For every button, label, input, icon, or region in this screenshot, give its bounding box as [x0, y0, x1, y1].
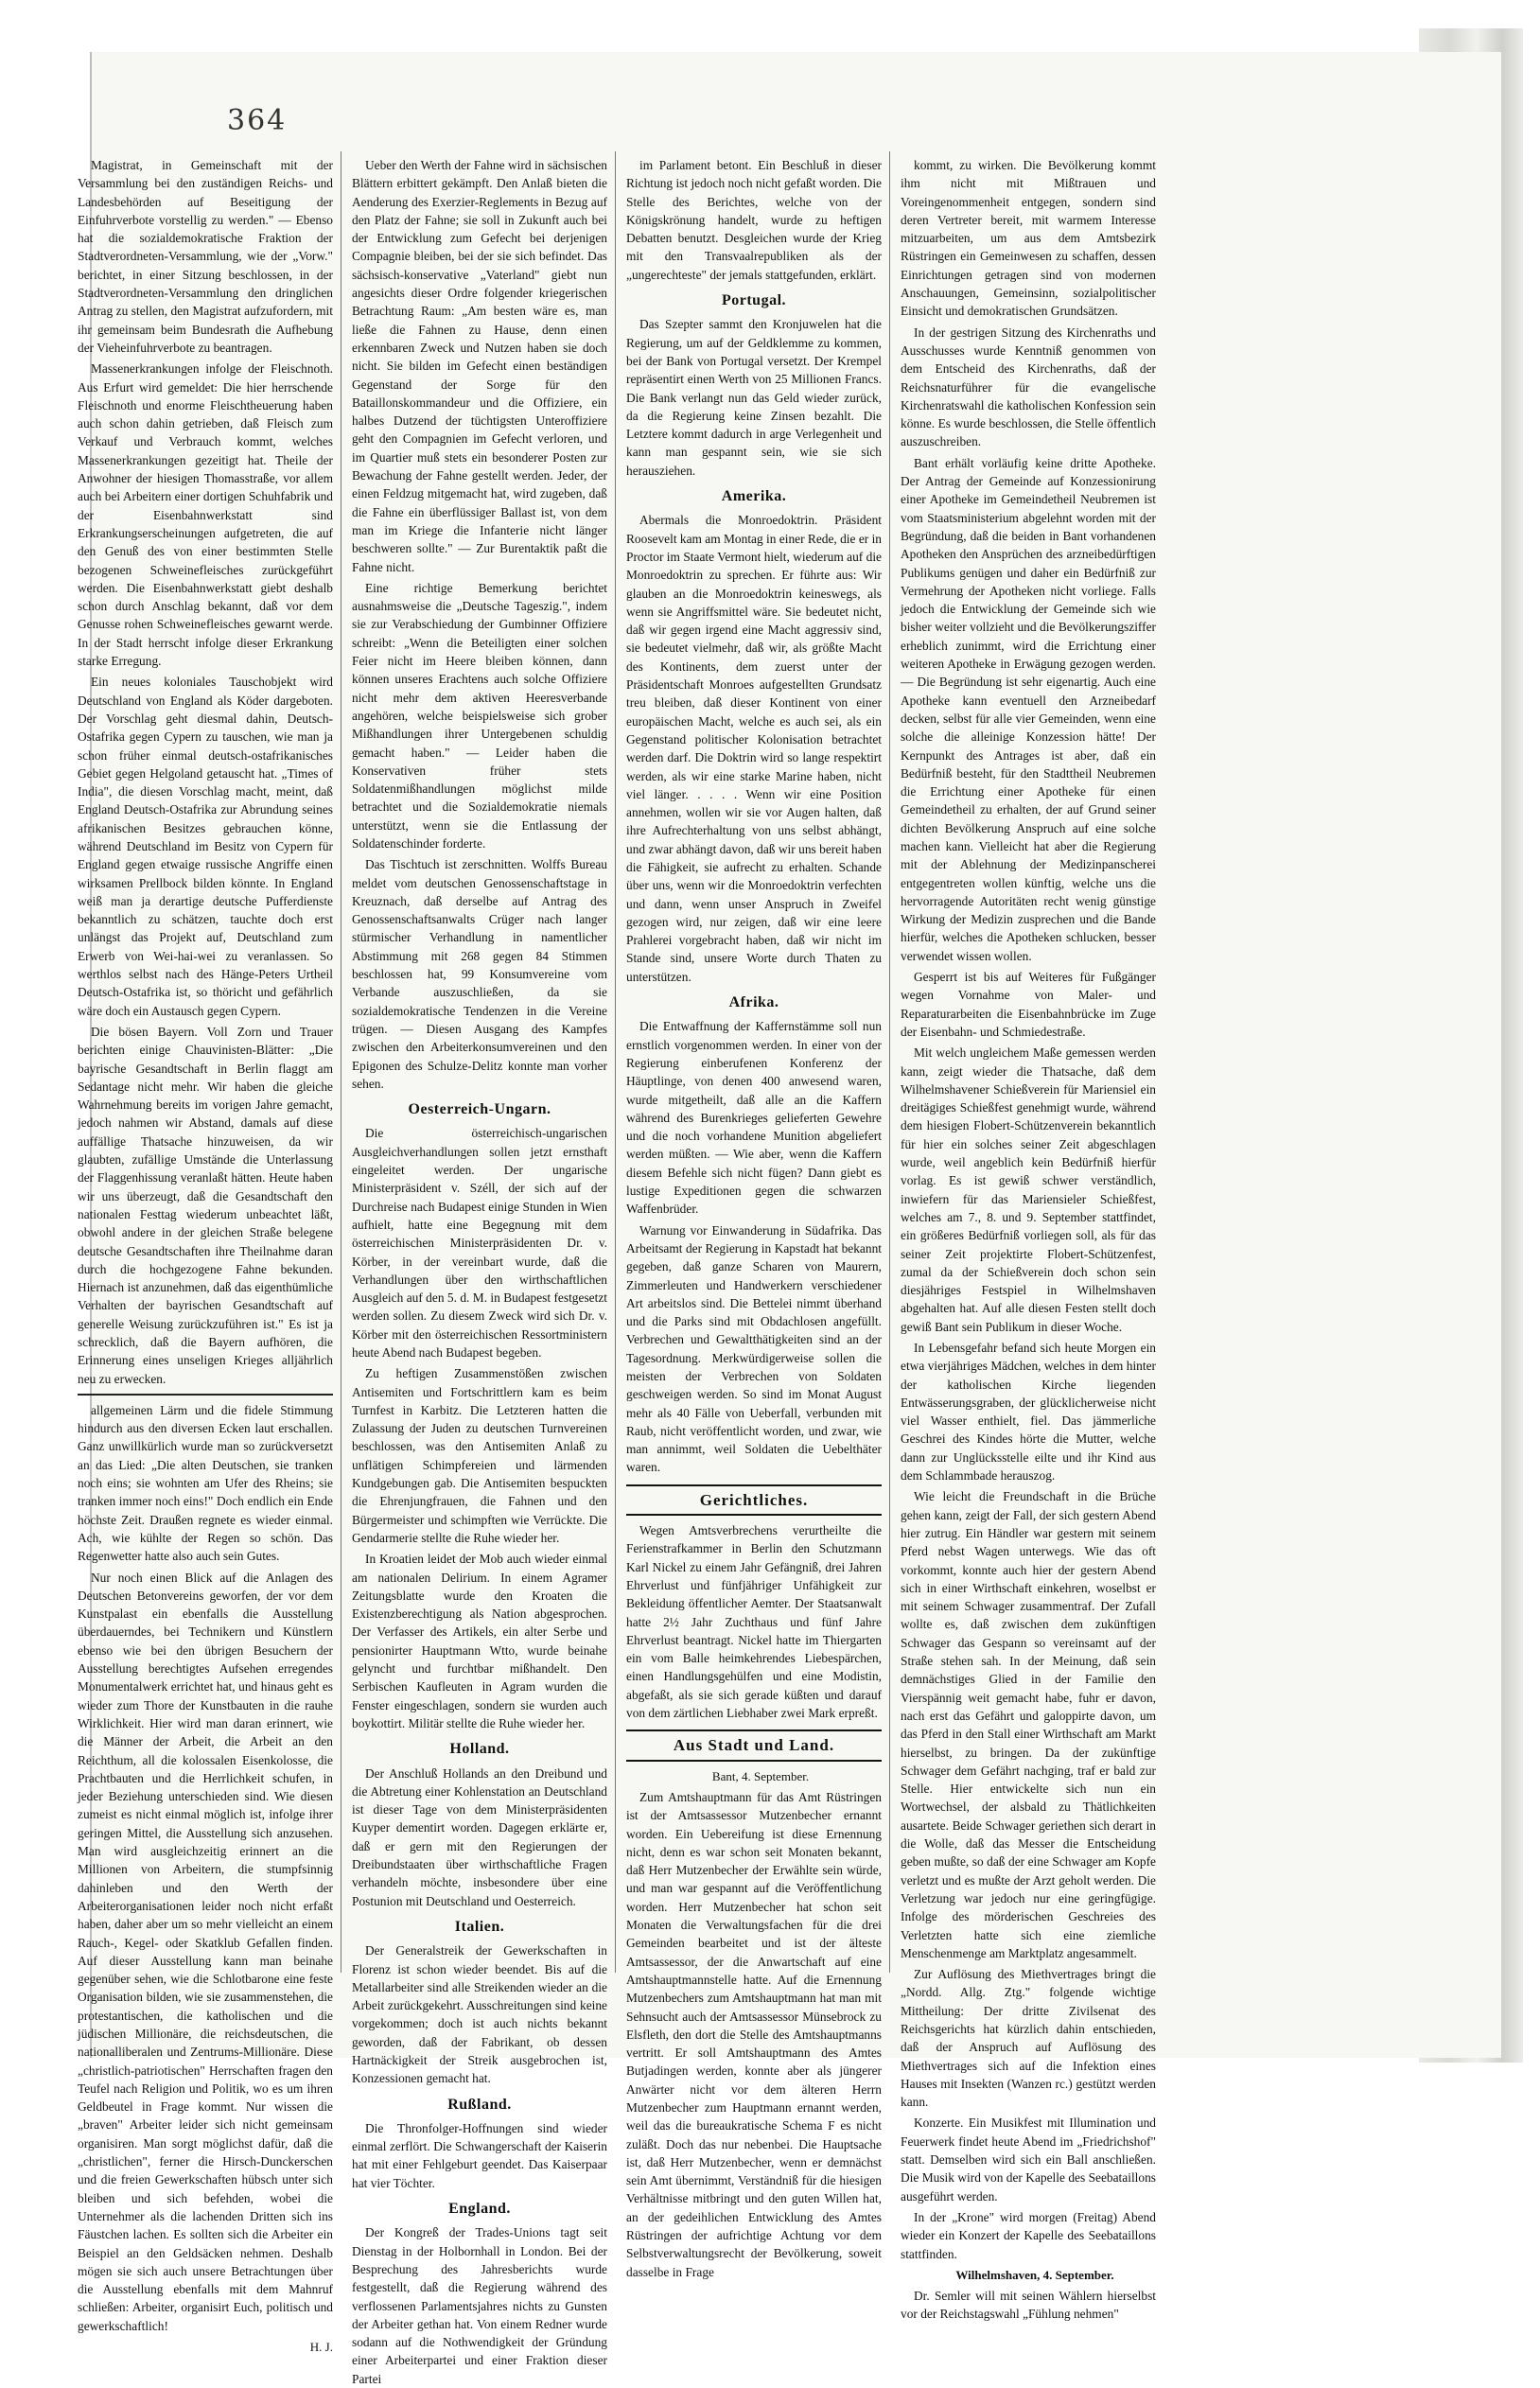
article-paragraph: Zur Auflösung des Miethvertrages bringt die „Nordd. Allg. Ztg." folgende wichtige Mittheilung: Der dritte Zivilsenat des Reichsgerichts hat kürzlich dahin entschieden, daß der Anspruch auf Auflösung des Miethvertrages sich auf die Infektion eines Hauses mit Insekten (Wanzen rc.) gestützt werden kann. [901, 1967, 1156, 2110]
article-paragraph: Die Thronfolger-Hoffnungen sind wieder einmal zerflört. Die Schwangerschaft der Kaiserin hat mit einer Fehlgeburt geendet. Das Kaiserpaar hat vier Töchter. [352, 2120, 607, 2190]
author-signature: H. J. [309, 2340, 333, 2355]
article-paragraph: In der „Krone" wird morgen (Freitag) Abend wieder ein Konzert der Kapelle des Seebataillons stattfinden. [901, 2209, 1156, 2261]
article-paragraph: Die Entwaffnung der Kaffernstämme soll nun ernstlich vorgenommen werden. In einer von der Regierung einberufenen Konferenz der Häuptlinge, von denen 400 anwesend waren, wurde mitgetheilt, daß alle an die Kaffern während des Burenkrieges gelieferten Gewehre und die noch vorhandene Munition abgeliefert werden müßten. — Wie aber, wenn die Kaffern diesem Befehle sich nicht fügen? Dann giebt es lustige Expeditionen gegen die schwarzen Waffenbrüder. [626, 1019, 882, 1217]
column-3 [626, 156, 882, 2279]
col1-paragraphs [78, 156, 333, 2356]
column-4 [901, 156, 1156, 2322]
article-paragraph: Warnung vor Einwanderung in Südafrika. Das Arbeitsamt der Regierung in Kapstadt hat bekannt gegeben, daß ganze Scharen von Maurern, Zimmerleuten und Handwerkern verschiedener Art arbeitslos sind. Die Bettelei nimmt überhand und die Parks sind mit Obdachlosen angefüllt. Verbrechen und Gewaltthätigkeiten sind an der Tagesordnung. Merkwürdigerweise sollen die meisten der Verbrechen von Soldaten geschweigen werden. So sind im Monat August mehr als 40 Fälle von Ueberfall, verbunden mit Raub, nicht veröffentlicht worden, und zwar, wie man annimmt, weil Soldaten die Uebelthäter waren. [626, 1222, 882, 1475]
article-paragraph: Massenerkrankungen infolge der Fleischnoth. Aus Erfurt wird gemeldet: Die hier herrschende Fleischnoth und enorme Fleischtheuerung haben auch schon dahin getrieben, daß Fleisch zum Verkauf und Verbrauch kommt, welches Massenerkrankungen gezeitigt hat. Theile der Anwohner der hiesigen Thomasstraße, vor allem auch bei Arbeitern einer dortigen Schuhfabrik und der Eisenbahnwerkstatt sind Erkrankungserscheinungen aufgetreten, die auf den Genuß des von einer bestimmten Stelle bezogenen Schweinefleisches zurückgeführt werden. Die Eisenbahnwerkstatt giebt deshalb schon durch Anschlag bekannt, daß vor dem Genusse rohen Schweinefleisches gewarnt werde. In der Stadt herrscht infolge dieser Erkrankung starke Erregung. [78, 361, 333, 669]
article-paragraph: Wegen Amtsverbrechens verurtheilte die Ferienstrafkammer in Berlin den Schutzmann Karl Nickel zu einem Jahr Gefängniß, drei Jahren Ehrverlust und fünfjähriger Unfähigkeit zur Bekleidung öffentlicher Aemter. Der Staatsanwalt hatte 2½ Jahr Zuchthaus und fünf Jahre Ehrverlust beantragt. Nickel hatte im Thiergarten ein vom Balle heimkehrendes Liebespärchen, einen Handlungsgehülfen und eine Modistin, abgefaßt, als sie sich gerade küßten und darauf von dem zärtlichen Liebhaber zwei Mark erpreßt. [626, 1523, 882, 1721]
section-heading-stadt-und-land: Aus Stadt und Land. [626, 1730, 882, 1761]
article-paragraph: Nur noch einen Blick auf die Anlagen des Deutschen Betonvereins geworfen, der vor dem Kunstpalast ein ebenfalls die Ausstellung überdauerndes, bei Technikern und Künstlern ebenso wie bei den übrigen Besuchern der Ausstellung berechtigtes Aufsehen erregendes Monumentalwerk errichtet hat, und hinaus geht es wieder zum Thore der Kunstbauten in die rauhe Wirklichkeit. Hier wird man daran erinnert, wie die Männer der Arbeit, die Arbeit an den Reichthum, all die kolossalen Eisenkolosse, die Prachtbauten und die Herrlichkeit schufen, in jeder Beziehung unterschieden sind. Wie diesen zumeist es nicht einmal möglich ist, infolge ihrer geringen Mittel, die Ausstellung sich anzusehen. Man wird ausgleichzeitig erinnert an die Millionen von Arbeitern, die stumpfsinnig dahinleben und den Werth der Arbeiterorganisationen leider noch nicht erfaßt haben, daher aber um so mehr vielleicht an einem Rauch-, Kegel- oder Skatklub Gefallen finden. Auf dieser Ausstellung kann man beinahe gegenüber sehen, wie die Schlotbarone eine feste Organisation bilden, wie sie zusammenstehen, die protestantischen, die katholischen und die jüdischen Millionäre, die reichsdeutschen, die nationalliberalen und Zentrums-Millionäre. Diese „christlich-patriotischen" Herrschaften fragen den Teufel nach Religion und Politik, wo es um ihren Geldbeutel in Frage kommt. Nur wissen die „braven" Arbeiter leider sich nicht gemeinsam organisiren. Man sorgt möglichst dafür, daß die „christlichen", ferner die Hirsch-Dunckerschen und die freien Gewerkschaften hübsch unter sich bleiben und sich befehden, wobei die Unternehmer als die lachenden Dritten sich ins Fäustchen lachen. Es sollten sich die Arbeiter ein Beispiel an den Geldsäcken nehmen. Deshalb mögen sie sich auch unsere Betrachtungen über die Ausstellung ebenfalls mit dem Mahnruf schließen: Arbeiter, organisirt Euch, politisch und gewerkschaftlich! [78, 1570, 333, 2333]
column-1 [78, 156, 333, 2355]
article-paragraph: Magistrat, in Gemeinschaft mit der Versammlung bei den zuständigen Reichs- und Landesbehörden auf Beseitigung der Einfuhrverbote vorstellig zu werden." — Ebenso hat die sozialdemokratische Fraktion der Stadtverordneten-Versammlung, wie der „Vorw." berichtet, in einer Sitzung beschlossen, in der Stadtverordneten-Versammlung den dringlichen Antrag zu stellen, den Magistrat aufzufordern, mit ihr gemeinsam beim Bundesrath die Aufhebung der Vieheinfuhrverbote zu beantragen. [78, 158, 333, 355]
section-heading-afrika: Afrika. [728, 994, 779, 1011]
page-number: 364 [227, 104, 288, 137]
section-heading-italien: Italien. [454, 1918, 505, 1935]
article-paragraph: Die österreichisch-ungarischen Ausgleichverhandlungen sollen jetzt ernsthaft eingeleitet werden. Der ungarische Ministerpräsident v. Széll, der sich auf der Durchreise nach Budapest einige Stunden in Wien aufhielt, hatte eine Begegnung mit dem österreichischen Ministerpräsidenten Dr. v. Körber, in der vereinbart wurde, daß die Verhandlungen über den wirthschaftlichen Ausgleich auf den 5. d. M. in Budapest festgesetzt werden sollen. Zu diesem Zweck wird sich Dr. v. Körber mit den österreichischen Ressortministern heute Abend nach Budapest begeben. [352, 1126, 607, 1360]
section-heading-portugal: Portugal. [721, 292, 787, 309]
article-paragraph: In der gestrigen Sitzung des Kirchenraths und Ausschusses wurde Kenntniß genommen von dem Entscheid des Kirchenraths, daß der Reichsnaturführer für die evangelische Kirchenratswahl die katholischen Konfession sein könne. Es wurde beschlossen, die Stelle öffentlich auszuschreiben. [901, 325, 1156, 449]
article-paragraph: Mit welch ungleichem Maße gemessen werden kann, zeigt wieder die Thatsache, daß dem Wilhelmshavener Schießverein für Mariensiel ein dreitägiges Schießfest genehmigt wurde, während dem hiesigen Flobert-Schützenverein bekanntlich für hier ein solches seiner Zeit abgeschlagen wurde, weil angeblich kein Bedürfniß hierfür vorlag. Es ist gewiß schwer verständlich, inwiefern für das Mariensieler Schießfest, welches am 7., 8. und 9. September stattfindet, ein größeres Bedürfniß vorliegen soll, als für das seiner Zeit projektirte Flobert-Schützenfest, zumal da der Schießverein doch schon sein diesjähriges Festspiel in Wilhelmshaven abgehalten hat. Auf alle diesen Festen stellt doch gewiß Bant sein Publikum in dieser Woche. [901, 1045, 1156, 1334]
article-paragraph: im Parlament betont. Ein Beschluß in dieser Richtung ist jedoch noch nicht gefaßt worden. Die Stelle des Berichtes, welche von der Königskrönung handelt, wurde zu heftigen Debatten benutzt. Desgleichen wurde der Krieg mit den Transvaalrepubliken als der „ungerechteste" der jemals stattgefunden, erklärt. [626, 158, 882, 282]
article-paragraph: Das Szepter sammt den Kronjuwelen hat die Regierung, um auf der Geldklemme zu kommen, bei der Bank von Portugal versetzt. Der Krempel repräsentirt einen Werth von 25 Millionen Francs. Die Bank verlangt nun das Geld wieder zurück, da die Regierung keine Zinsen bezahlt. Die Letztere kommt dadurch in arge Verlegenheit und kann man gespannt sein, wie sie sich herausziehen. [626, 317, 882, 478]
article-paragraph: Der Generalstreik der Gewerkschaften in Florenz ist schon wieder beendet. Bis auf die Metallarbeiter sind alle Streikenden wieder an die Arbeit zurückgekehrt. Ausschreitungen sind keine vorgekommen; doch ist auch nichts bekannt geworden, daß der Fabrikant, ob dessen Hartnäckigkeit der Streik ausgebrochen ist, Konzessionen gemacht hat. [352, 1943, 607, 2086]
article-paragraph: Wie leicht die Freundschaft in die Brüche gehen kann, zeigt der Fall, der sich gestern Abend hier zutrug. Ein Händler war gestern mit seinem Pferd nebst Wagen unterwegs. Wie das oft vorkommt, konnte auch hier der gestern Abend sich in einer Wirthschaft einkehren, woselbst er mit seinem Schwager zusammentraf. Der Zufall wollte es, daß zwischen dem zukünftigen Schwager das Gespann so vereinsamt auf der Straße stehen sah. In der Meinung, daß sein demnächstiges Glied in der Familie den Vierspännig weit gemacht habe, fuhr er davon, nach erst das Gefährt und galoppirte davon, um das Pferd in den Stall einer Wirthschaft am Markt hierselbst, zu bringen. Da der zukünftige Schwager dem Gefährt nachging, traf er bald zur Stelle. Hier entwickelte sich nun ein Wortwechsel, der alsbald zu Thätlichkeiten ausartete. Beide Schwager geriethen sich derart in die Wolle, daß das Messer die Entscheidung geben mußte, so daß der eine Schwager am Kopfe verletzt und es mußte der Arzt geholt werden. Die Verletzung war jedoch nur eine geringfügige. Infolge des mörderischen Geschreies des Verletzten hatte sich eine ziemliche Menschenmenge am Marktplatz angesammelt. [901, 1489, 1156, 1960]
dateline: Bant, 4. September. [711, 1768, 810, 1783]
article-paragraph: Der Anschluß Hollands an den Dreibund und die Abtretung einer Kohlenstation an Deutschland ist dieser Tage von dem Ministerpräsidenten Kuyper dementirt worden. Dagegen erklärte er, daß er gern mit den Regierungen der Dreibundstaaten über wirthschaftliche Fragen verhandeln möchte, insbesondere über eine Postunion mit Deutschland und Oesterreich. [352, 1765, 607, 1908]
article-paragraph: Die bösen Bayern. Voll Zorn und Trauer berichten einige Chauvinisten-Blätter: „Die bayrische Gesandtschaft in Berlin flaggt am Sedantage nicht mehr. Wir haben die gleiche Wahrnehmung bereits im vorigen Jahre gemacht, jedoch nahmen wir Abstand, damals auf diese auffällige Thatsache hinzuweisen, da wir glaubten, zufällige Umstände die Unterlassung der Flaggenhissung veranlaßt hätten. Heute haben wir uns überzeugt, daß die Gesandtschaft den nationalen Festtag wiederum unbeachtet läßt, obwohl andere in der gleichen Straße belegene deutsche Gesandtschaften ihre Theilnahme daran durch die hochgezogene Fahne bekunden. Hiernach ist anzunehmen, daß das eigenthümliche Verhalten der bayrischen Gesandtschaft auf generelle Weisung zurückzuführen ist." Es ist ja schrecklich, daß die Bayern aufhören, die Erinnerung eines unseligen Krieges alljährlich neu zu erwecken. [78, 1024, 333, 1386]
article-paragraph: Ueber den Werth der Fahne wird in sächsischen Blättern erbittert gekämpft. Den Anlaß bieten die Aenderung des Exerzier-Reglements in Bezug auf den Platz der Fahne; sie soll in Zukunft auch bei der Entwicklung zum Gefecht bei derjenigen Compagnie bleiben, bei der sie sich befindet. Das sächsisch-konservative „Vaterland" giebt nun angesichts dieser Ordre folgender kriegerischen Betrachtung Raum: „Am besten wäre es, man ließe die Fahnen zu Hause, denn einen erkennbaren Zweck und Nutzen haben sie doch nicht. Sie bilden im Gefecht einen beständigen Gegenstand der Sorge für den Bataillonskommandeur und die Offiziere, ein halbes Dutzend der tüchtigsten Unteroffiziere geht den Compagnien im Gefecht verloren, und im Quartier muß stets ein besonderer Posten zur Bewachung der Fahne gestellt werden. Jeder, der einen Feldzug mitgemacht hat, wird zugeben, daß die Fahne ein überflüssiger Ballast ist, von dem man im Kriege die Infanterie nicht länger beschweren sollte." — Zur Burentaktik paßt die Fahne nicht. [352, 158, 607, 574]
section-heading-gerichtliches: Gerichtliches. [626, 1484, 882, 1516]
article-paragraph: Zum Amtshauptmann für das Amt Rüstringen ist der Amtsassessor Mutzenbecher ernannt worden. Ein Uebereifung ist diese Ernennung nicht, denn es war schon seit Monaten bekannt, daß Herr Mutzenbecher der Erwählte sein würde, und man war gespannt auf die Veröffentlichung worden. Herr Mutzenbecher hat schon seit Monaten die Verwaltungsfachen für die drei Gemeinden bearbeitet und ist der älteste Amtsassessor, der die Anwartschaft auf eine Amtshauptmannstelle hatte. Auf die Ernennung Mutzenbechers zum Amtshauptmann hat man mit Sehnsucht auch der Amtsassessor Münsebrock zu Elsfleth, den dort die Stelle des Amtshauptmanns vertritt. Er soll Amtshauptmann des Amtes Butjadingen werden, konnte aber als jüngerer Anwärter nicht vor dem älteren Herrn Mutzenbecher zum Hauptmann ernannt werden, weil das die bureaukratische Schema F es nicht zuläßt. Doch das nur nebenbei. Die Hauptsache ist, daß Herr Mutzenbecher, wenn er demnächst sein Amt übernimmt, Verständniß für die hiesigen Verhältnisse mitbringt und den guten Willen hat, an der gedeihlichen Entwicklung des Amtes Rüstringen der aufrichtige Achtung vor dem Selbstverwaltungsrecht der Bevölkerung, soweit dasselbe in Frage [626, 1789, 882, 2279]
section-heading-holland: Holland. [449, 1741, 510, 1758]
section-heading-amerika: Amerika. [721, 488, 787, 505]
article-paragraph: Eine richtige Bemerkung berichtet ausnahmsweise die „Deutsche Tageszig.", indem sie zur Verabschiedung der Gumbinner Offiziere schreibt: „Wenn die Beteiligten einer solchen Feier nicht im Heere bleiben können, dann können unseres Erachtens auch solche Offiziere nicht mehr dem aktiven Heeresverbande angehören, welche beispielsweise sich grober Mißhandlungen ihrer Untergebenen schuldig gemacht haben." — Leider haben die Konservativen früher stets Soldatenmißhandlungen möglichst milde betrachtet und die Sozialdemokratie niemals unterstützt, wenn sie die Entlassung der Soldatenschinder forderte. [352, 580, 607, 851]
section-heading-oesterreich: Oesterreich-Ungarn. [408, 1101, 551, 1118]
dateline: Wilhelmshaven, 4. September. [955, 2267, 1114, 2282]
article-paragraph: Das Tischtuch ist zerschnitten. Wolffs Bureau meldet vom deutschen Genossenschaftstage in Kreuznach, daß derselbe auf Antrag des Genossenschaftsanwalts Crüger nach langer stürmischer Verhandlung in namentlicher Abstimmung mit 268 gegen 84 Stimmen beschlossen hat, 99 Konsumvereine vom Verbande auszuschließen, da sie sozialdemokratische Tendenzen in die Vereine trügen. — Diesen Ausgang des Kampfes zwischen den Arbeiterkonsumvereinen und den Epigonen des Schulze-Delitz konnte man vorher sehen. [352, 857, 607, 1091]
column-divider [615, 151, 616, 1973]
column-2 [352, 156, 607, 2386]
section-heading-england: England. [448, 2201, 511, 2218]
article-paragraph: Konzerte. Ein Musikfest mit Illumination und Feuerwerk findet heute Abend im „Friedrichshof" statt. Demselben wird sich ein Ball anschließen. Die Musik wird von der Kapelle des Seebataillons ausgeführt werden. [901, 2116, 1156, 2204]
article-paragraph: Ein neues koloniales Tauschobjekt wird Deutschland von England als Köder dargeboten. Der Vorschlag geht diesmal dahin, Deutsch-Ostafrika gegen Cypern zu tauschen, wie man ja schon früher einmal deutsch-ostafrikanisches Gebiet gegen Helgoland getauscht hat. „Times of India", die diesen Vorschlag macht, meint, daß England Deutsch-Ostafrika zur Abrundung seines afrikanischen Besitzes gebrauchen könne, während Deutschland im Besitz von Cypern für England gegen etwaige russische Angriffe einen wirksamen Prellbock bilden könnte. In England weiß man ja derartige deutsche Pufferdienste bekanntlich zu schätzen, tauchte doch erst unlängst das Projekt auf, Deutschland zum Erwerb von Wei-hai-wei zu veranlassen. So werthlos selbst nach des Hänge-Peters Urtheil Deutsch-Ostafrika ist, so thöricht und gefährlich wäre doch ein Austausch gegen Cypern. [78, 675, 333, 1018]
article-paragraph: In Lebensgefahr befand sich heute Morgen ein etwa vierjähriges Mädchen, welches in dem hinter der katholischen Kirche liegenden Entwässerungsgraben, der glücklicherweise nicht viel Wasser enthielt, fiel. Das jämmerliche Geschrei des Kindes hörte die Mutter, welche dann zur Unglücksstelle eilte und ihr Kind aus dem Schlammbade herauszog. [901, 1341, 1156, 1484]
article-paragraph: Der Kongreß der Trades-Unions tagt seit Dienstag in der Holbornhall in London. Bei der Besprechung des Jahresberichts wurde festgestellt, daß die Regierung während des verflossenen Parlamentsjahres nichts zu Gunsten der Arbeiter gethan hat. Von einem Redner wurde sodann auf die Nothwendigkeit der Gründung einer Arbeiterpartei und einer Fraktion dieser Partei [352, 2225, 607, 2386]
article-paragraph: kommt, zu wirken. Die Bevölkerung kommt ihm nicht mit Mißtrauen und Voreingenommenheit entgegen, sondern sind deren Vertreter bereit, mit warmem Interesse mitzuarbeiten, um aus dem Amtsbezirk Rüstringen ein Gemeinwesen zu schaffen, dessen Einrichtungen getragen sind von modernen Anschauungen, Gemeinsinn, sozialpolitischer Einsicht und demokratischen Grundsätzen. [901, 158, 1156, 319]
article-paragraph: allgemeinen Lärm und die fidele Stimmung hindurch aus den diversen Ecken laut erschallen. Ganz unwillkürlich wurde man so zurückversetzt an das Lied: „Die alten Deutschen, sie tranken noch eins; sie wohnten am Ufer des Rheins; sie tranken immer noch eins!" Doch endlich ein Ende höchste Zeit. Draußen regnete es wieder einmal. Ach, wie kühlte der Regen so schön. Das Regenwetter hatte also auch sein Gutes. [78, 1402, 333, 1564]
section-heading-russland: Rußland. [447, 2096, 512, 2113]
article-paragraph: Gesperrt ist bis auf Weiteres für Fußgänger wegen Vornahme von Maler- und Reparaturarbeiten die Eisenbahnbrücke im Zuge der Eisenbahn- und Schmiedestraße. [901, 970, 1156, 1039]
section-rule [78, 1394, 333, 1396]
article-paragraph: Zu heftigen Zusammenstößen zwischen Antisemiten und Fortschrittlern kam es beim Turnfest in Karbitz. Die Letzteren hatten die Zulassung der Juden zu deutschen Turnvereinen beschlossen, was den Antisemiten Anlaß zu unflätigen Schimpfereien und lärmenden Kundgebungen gab. Die Antisemiten bespuckten die Ehrenjungfrauen, die Fahnen und den Bürgermeister und schimpften wie Verrückte. Die Gendarmerie stellte die Ruhe wieder her. [352, 1366, 607, 1545]
article-paragraph: Abermals die Monroedoktrin. Präsident Roosevelt kam am Montag in einer Rede, die er in Proctor im Staate Vermont hielt, wiederum auf die Monroedoktrin zu sprechen. Er führte aus: Wir glauben an die Monroedoktrin keineswegs, als wenn sie Angriffsmittel wäre. Sie bedeutet nicht, daß wir gegen irgend eine Macht aggressiv sind, sie bedeutet vielmehr, daß wir, als größte Macht des Kontinents, dem zuerst unter der Präsidentschaft Monroes aufgestellten Grundsatz treu bleiben, daß dieser Kontinent von einer europäischen Macht, welche es auch sei, als ein Gegenstand politischer Kolonisation betrachtet werden darf. Die Doktrin wird so lange respektirt werden, als wir eine starke Marine haben, nicht viel länger. . . . . Wenn wir eine Position annehmen, wollen wir sie vor Augen halten, daß ihre Aufrechterhaltung von uns selbst abhängt, und zwar abhängt davon, daß wir uns bereit haben die Fähigkeit, sie aufrecht zu erhalten. Schande über uns, wenn wir die Monroedoktrin verfechten und dann, wenn unser Anspruch in Zweifel gezogen wird, nur zeigen, daß wir eine leere Prahlerei vorgebracht haben, daß wir nicht im Stande sind, unsere Worte durch Thaten zu unterstützen. [626, 513, 882, 984]
article-paragraph: Bant erhält vorläufig keine dritte Apotheke. Der Antrag der Gemeinde auf Konzessionirung einer Apotheke im Gemeindetheil Neubremen ist vom Staatsministerium abgelehnt worden mit der Begründung, daß die beiden in Bant vorhandenen Apotheken den Ansprüchen des arzneibedürftigen Publikums genügen und daher ein Bedürfniß zur Vermehrung der Apotheken nicht vorliege. Falls jedoch die Entwicklung der Gemeinde sich wie bisher weiter vollzieht und die Bevölkerungsziffer erheblich zunimmt, wird die Errichtung einer weiteren Apotheke in Erwägung gezogen werden. — Die Begründung ist sehr eigenartig. Auch eine Apotheke kann eventuell den Arzneibedarf decken, selbst für alle vier Gemeinden, wenn eine solche die alleinige Konzession hätte! Der Kernpunkt des Antrages ist aber, daß ein Bedürfniß besteht, für den Stadttheil Neubremen die Errichtung einer Apotheke für einen Gemeindetheil zu erhalten, der auf Grund seiner dichten Bevölkerung Anspruch auf eine solche machen kann. Vielleicht hat aber die Regierung mit der Ablehnung der Medizinpanscherei entgegentreten wollen künftig, welche uns die hervorragende Autoritäten recht wenig günstige Wirkung der Medizin zusprechen und die Bande hierfür, welches die Apotheken schlucken, besser verwendet wissen wollen. [901, 455, 1156, 963]
column-divider [889, 151, 890, 1973]
article-paragraph: In Kroatien leidet der Mob auch wieder einmal am nationalen Delirium. In einem Agramer Zeitungsblatte wurde den Kroaten die Existenzberechtigung als Nation abgesprochen. Der Verfasser des Artikels, ein alter Serbe und pensionirter Hauptmann Wtto, wurde beinahe gelyncht und furchtbar mißhandelt. Den Serbischen Kaufleuten in Agram wurden die Fenster eingeschlagen, sondern sie wurden auch boykottirt. Militär stellte die Ruhe wieder her. [352, 1552, 607, 1730]
article-paragraph: Dr. Semler will mit seinen Wählern hierselbst vor der Reichstagswahl „Fühlung nehmen" [901, 2289, 1156, 2322]
